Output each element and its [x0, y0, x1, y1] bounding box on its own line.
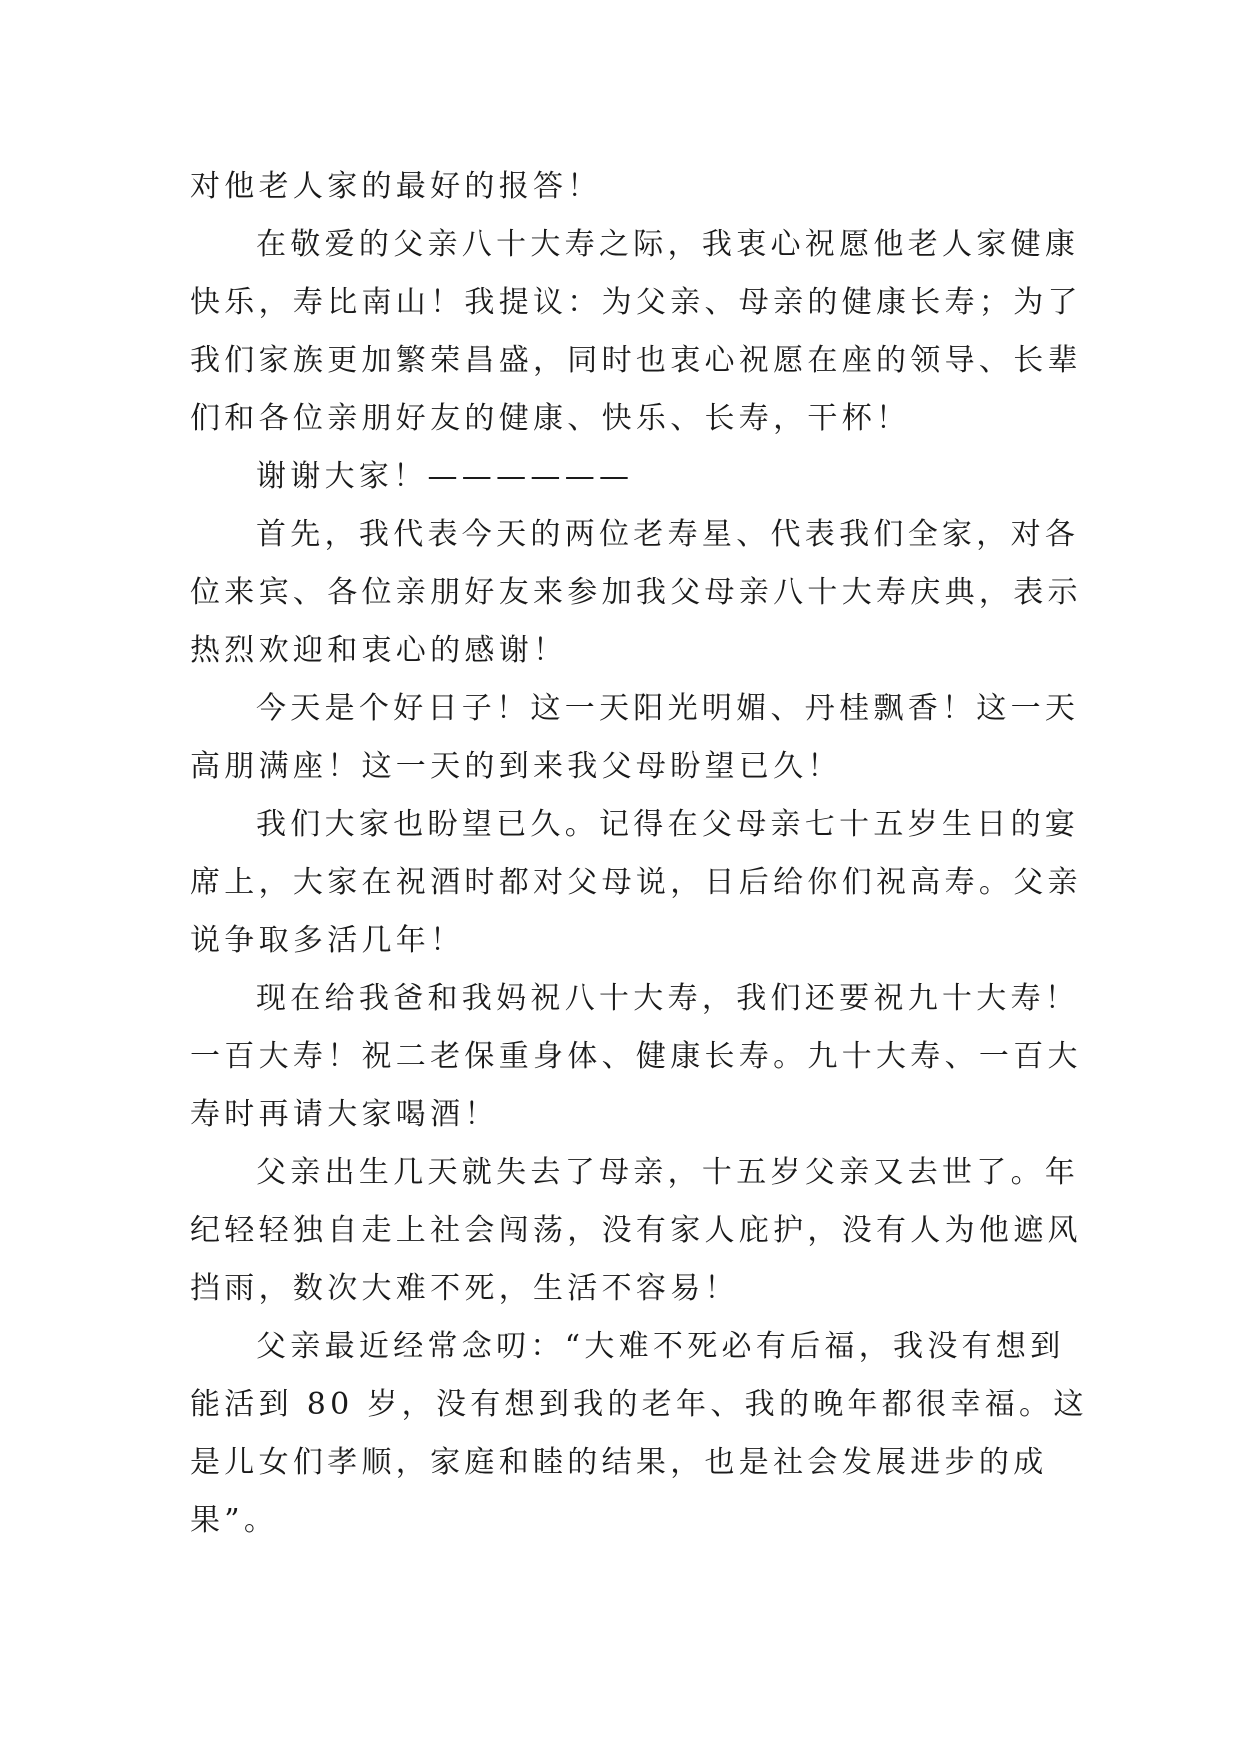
text-line: 是儿女们孝顺，家庭和睦的结果，也是社会发展进步的成: [190, 1445, 1048, 1480]
text-line: 席上，大家在祝酒时都对父母说，日后给你们祝高寿。父亲: [190, 865, 1082, 900]
text-line: 纪轻轻独自走上社会闯荡，没有家人庇护，没有人为他遮风: [190, 1213, 1082, 1248]
text-line: 对他老人家的最好的报答！: [190, 169, 602, 204]
text-line: 父亲出生几天就失去了母亲，十五岁父亲又去世了。年: [256, 1155, 1080, 1190]
text-line: 果”。: [190, 1503, 279, 1538]
text-line: 寿时再请大家喝酒！: [190, 1097, 499, 1132]
text-line: 们和各位亲朋好友的健康、快乐、长寿，干杯！: [190, 401, 911, 436]
text-line: 说争取多活几年！: [190, 923, 465, 958]
text-line: 在敬爱的父亲八十大寿之际，我衷心祝愿他老人家健康: [256, 227, 1080, 262]
text-line: 谢谢大家！——————: [256, 459, 634, 494]
text-line: 热烈欢迎和衷心的感谢！: [190, 633, 568, 668]
text-line: 首先，我代表今天的两位老寿星、代表我们全家，对各: [256, 517, 1080, 552]
text-line: 今天是个好日子！这一天阳光明媚、丹桂飘香！这一天: [256, 691, 1080, 726]
text-line: 挡雨，数次大难不死，生活不容易！: [190, 1271, 739, 1306]
text-line: 我们大家也盼望已久。记得在父母亲七十五岁生日的宴: [256, 807, 1080, 842]
document-body: [190, 158, 1088, 1550]
text-line: 快乐，寿比南山！我提议：为父亲、母亲的健康长寿；为了: [190, 285, 1082, 320]
text-line: 一百大寿！祝二老保重身体、健康长寿。九十大寿、一百大: [190, 1039, 1082, 1074]
text-line: 位来宾、各位亲朋好友来参加我父母亲八十大寿庆典，表示: [190, 575, 1082, 610]
text-line: 父亲最近经常念叨：“大难不死必有后福，我没有想到: [256, 1329, 1065, 1364]
text-line: 现在给我爸和我妈祝八十大寿，我们还要祝九十大寿！: [256, 981, 1080, 1016]
text-line: 能活到 80 岁，没有想到我的老年、我的晚年都很幸福。这: [190, 1387, 1088, 1422]
text-line: 高朋满座！这一天的到来我父母盼望已久！: [190, 749, 842, 784]
text-line: 我们家族更加繁荣昌盛，同时也衷心祝愿在座的领导、长辈: [190, 343, 1082, 378]
